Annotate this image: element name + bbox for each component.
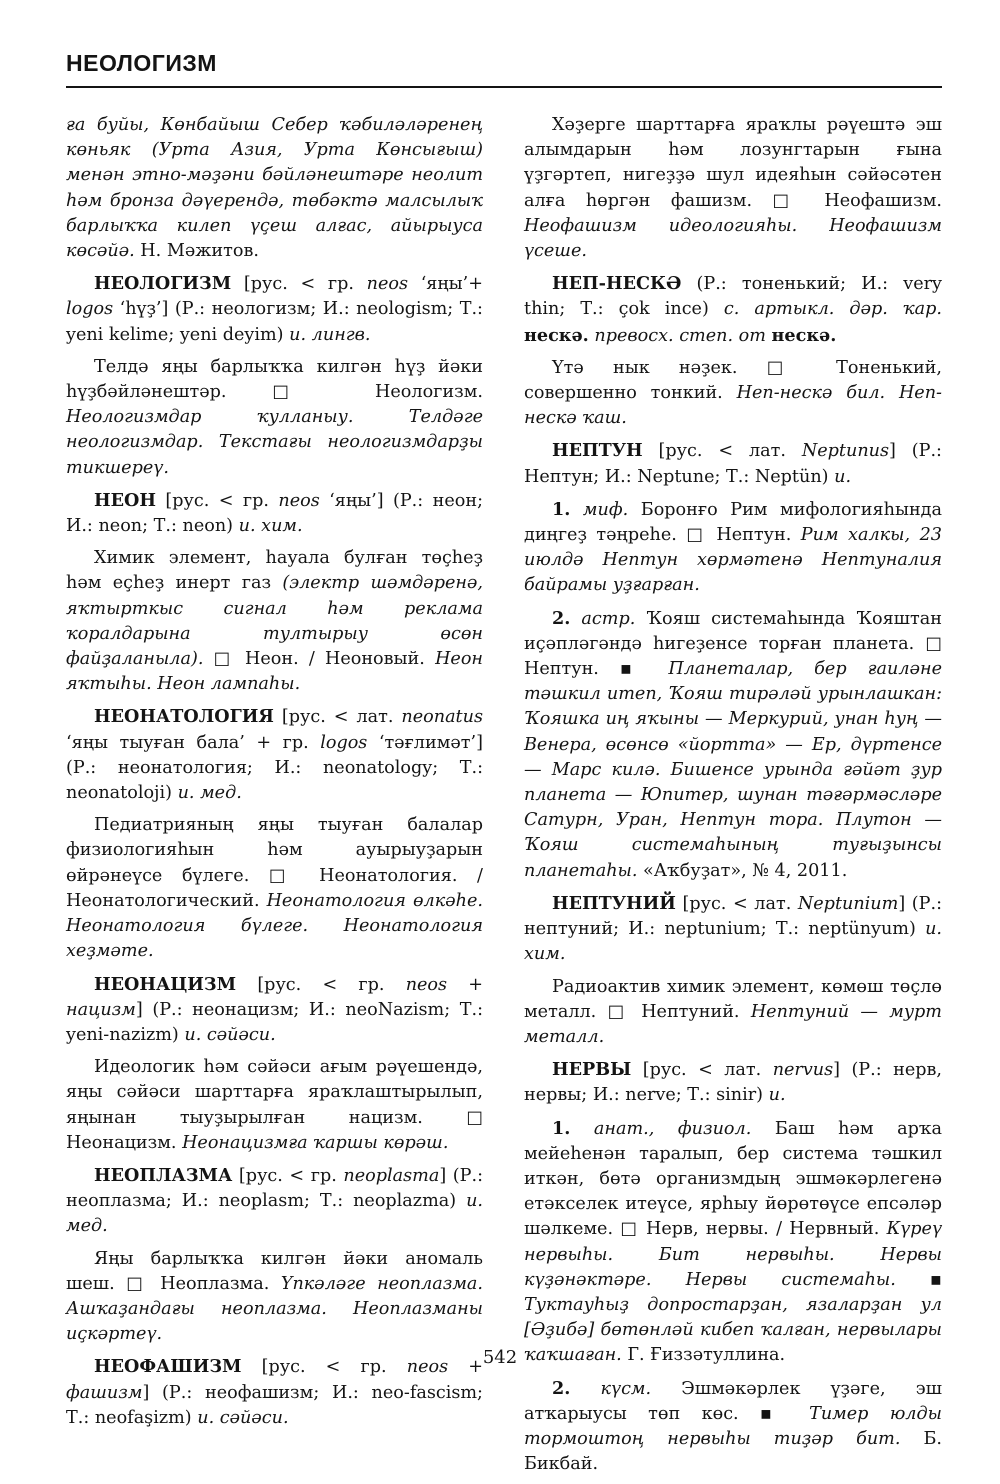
definition — [524, 975, 942, 1051]
etymon: neos + фашизм — [66, 1357, 484, 1403]
definition-gloss: (электр шәмдәренә, яҡтырткыс сигнал һәм реклама ҡоралдарына тултырыу өсөн файҙаланыла). — [66, 573, 483, 670]
definition-text: Боронғо Рим мифологияһында диңгеҙ тәңреһе. □ Нептун. — [524, 499, 943, 546]
etymology: (Р.: тоненький; И.: very thin; Т.: çok ince) — [524, 274, 942, 320]
definition — [524, 113, 942, 264]
grammar-label: превосх. степ. от — [588, 325, 772, 346]
right-column — [524, 113, 942, 1484]
quotation: Туктауһыҙ допростарҙан, язаларҙан ул [Әҙибә] бөтөнләй кибеп ҡалған, нервылары ҡаҡшаған. — [524, 1294, 942, 1366]
page-number: 542 — [482, 1347, 518, 1368]
quote-marker-icon: ▪ — [760, 1403, 788, 1424]
grammar-label: и. — [834, 466, 852, 487]
sense-number: 2. — [552, 1377, 571, 1399]
headword: НЕОНАЦИЗМ — [94, 973, 237, 995]
definition-text: Радиоактив химик элемент, көмөш төҫлө металл. □ Нептуний. — [524, 976, 942, 1022]
example-text: Үпкәләге неоплазма. Ашҡаҙандағы неоплазма. Неоплазманы иҫкәртеү. — [66, 1273, 483, 1345]
domain-label: миф. — [570, 499, 629, 520]
author: Н. Мәжитов. — [134, 241, 259, 262]
sense-2 — [524, 1376, 942, 1478]
entry-nepneske — [524, 271, 942, 349]
definition — [66, 546, 483, 697]
entry-nervy — [524, 1057, 942, 1108]
grammar-label: и. лингв. — [289, 324, 371, 345]
quote-source: Г. Ғиззәтуллина. — [621, 1345, 786, 1366]
etymology: [рус. < лат. — [631, 1060, 773, 1081]
example-text: Неонатология өлкәһе. Неонатология бүлеге. Неонатология хеҙмәте. — [66, 890, 483, 962]
example-text: Рим халкы, 23 июлдә Нептун хөрмәтенә Нептуналия байрамы уҙғарған. — [524, 525, 942, 596]
etymology: ] (Р.: нептуний; И.: neptunium; Т.: neptünyum) — [524, 893, 942, 940]
headword: НЕПТУН — [552, 440, 643, 462]
example-text: Неологизмдар ҡулланыу. Телдәге неологизмдар. Текстағы неологизмдарҙы тикшереү. — [66, 407, 483, 478]
cross-reference: нескә. — [524, 324, 589, 346]
definition-text: Химик элемент, һауала булған төҫһеҙ һәм еҫһеҙ инерт газ — [66, 548, 483, 594]
etymology: [рус. < гр. — [236, 974, 406, 995]
grammar-label: и. мед. — [177, 783, 242, 804]
etymology: [рус. < лат. — [642, 441, 802, 462]
etymon: neos + нацизм — [66, 974, 484, 1020]
example-text: Неон яҡтыһы. Неон лампаһы. — [66, 649, 483, 695]
grammar-label: с. артыкл. дәр. ҡар. — [723, 299, 942, 320]
definition-text: Эшмәкәрлек үҙәге, эш атҡарыусы төп көс. — [524, 1378, 942, 1424]
entry-neptun — [524, 438, 942, 489]
example-text: Неонацизмға ҡаршы көрәш. — [182, 1132, 449, 1153]
headword: НЕОФАШИЗМ — [94, 1356, 242, 1378]
sense-1 — [524, 1116, 942, 1369]
etymon: Neptunium — [797, 893, 899, 914]
grammar-label: и. — [768, 1085, 786, 1106]
definition — [66, 355, 483, 481]
headword: НЕОЛОГИЗМ — [94, 273, 232, 295]
etymology: ] (Р.: неонацизм; И.: neoNazism; Т.: yeni-nazizm) — [66, 999, 483, 1045]
headword: НЕОНАТОЛОГИЯ — [94, 706, 274, 728]
etymology: [рус. < гр. — [231, 274, 367, 295]
sense-2 — [524, 606, 942, 884]
example-text: ға буйы, Көнбайыш Себер ҡәбиләләренең көньяк (Урта Азия, Урта Көнсығыш) менән этно-мәҙәни бәйләнештәре неолит һәм бронза дәүерендә, төбәктә малсылыҡ барлыҡҡа килеп үҫеш алғас, айырыуса көсәйә. — [66, 115, 483, 262]
quotation: Тимер юлды тормоштоң нервыһы тиҙәр бит. — [524, 1403, 942, 1449]
cross-reference: нескә. — [771, 324, 837, 346]
grammar-label: и. мед. — [66, 1191, 483, 1237]
entry-neologizm — [66, 271, 483, 348]
entry-neoplazma — [66, 1163, 483, 1240]
definition-text: Педиатрияның яңы тыуған балалар физиологияһын һәм ауырыуҙарын өйрәнеүсе бүлеге. □ Неонатология. / Неонатологический. — [66, 815, 483, 911]
domain-label: астр. — [570, 608, 636, 629]
definition-text: Яңы барлыҡҡа килгән йәки аномаль шеш. □ Неоплазма. — [66, 1248, 483, 1294]
etymology: ] (Р.: неофашизм; И.: neo-fascism; Т.: neofaşizm) — [66, 1382, 483, 1428]
example-text: Күреү нервыһы. Бит нервыһы. Нервы күҙәнәктәре. Нервы системаһы. — [524, 1219, 942, 1290]
definition-text: Хәҙерге шарттарға яраҡлы рәүештә эш алымдарын һәм лозунгтарын ғына үҙгәртеп, нигеҙҙә шул идеяһын сәйәсәтен алға һөргән фашизм. □ Неофашизм. — [524, 115, 942, 211]
domain-label: күсм. — [570, 1378, 652, 1399]
running-head: НЕОЛОГИЗМ — [66, 50, 217, 76]
sense-number: 2. — [552, 607, 571, 629]
sense-1 — [524, 497, 942, 599]
grammar-label: и. сәйәси. — [197, 1407, 289, 1428]
etymology: ] (Р.: нерв, нервы; И.: nerve; Т.: sinir) — [524, 1060, 942, 1106]
headword: НЕОПЛАЗМА — [94, 1164, 233, 1186]
etymology: [рус. < лат. — [675, 893, 798, 914]
quote-source: «Аҡбуҙат», № 4, 2011. — [637, 860, 848, 881]
example-text: Неофашизм идеологияһы. Неофашизм үсеше. — [524, 215, 942, 262]
quote-source: Б. Бикбай. — [524, 1428, 942, 1475]
definition — [66, 1055, 483, 1156]
etymology: ‘тәғлимәт’] (Р.: неонатология; И.: neonatology; Т.: neonatoloji) — [66, 732, 483, 804]
etymon: neos — [278, 490, 320, 511]
sense-number: 1. — [552, 1117, 571, 1139]
etymology: ‘һүҙ’] (Р.: неологизм; И.: neologism; Т.: yeni kelime; yeni deyim) — [66, 299, 483, 345]
etymology: ‘яңы’+ — [408, 274, 484, 295]
grammar-label: и. хим. — [524, 919, 942, 965]
domain-label: анат., физиол. — [570, 1118, 752, 1139]
left-column — [66, 113, 483, 1438]
etymology: ] (Р.: неоплазма; И.: neoplasm; Т.: neoplazma) — [66, 1165, 483, 1212]
etymology: ‘яңы’] (Р.: неон; И.: neon; Т.: neon) — [66, 490, 483, 537]
entry-neptuniy — [524, 891, 942, 968]
etymon: logos — [320, 732, 368, 753]
entry-neonatologiya — [66, 704, 483, 806]
grammar-label: и. хим. — [238, 516, 303, 537]
definition — [66, 813, 483, 964]
definition-text: Ҡояш системаһында Ҡояштан иҫәпләгәндә һигеҙенсе торған планета. □ Нептун. — [524, 608, 942, 680]
etymon: nervus — [772, 1060, 834, 1081]
etymology: ] (Р.: Нептун; И.: Neptune; Т.: Neptün) — [524, 441, 942, 487]
definition-text: Үтә нык нәҙек. □ Тоненький, совершенно тонкий. — [524, 357, 942, 404]
etymon: logos — [66, 299, 114, 320]
headword: НЕРВЫ — [552, 1059, 632, 1081]
definition — [524, 356, 942, 432]
headword: НЕПТУНИЙ — [552, 892, 676, 914]
etymon: neoplasma — [343, 1165, 440, 1186]
grammar-label: и. сәйәси. — [184, 1024, 276, 1045]
quotation: Планеталар, бер ғаиләне тәшкил итеп, Ҡояш тирәләй урынлашкан: Ҡояшка иң яҡыны — Меркурий, унан һуң — Венера, өсөнсө «йортта» — Ер, дүртенсе — Марс килә. Бишенсе урында ғәйәт ҙур планета — Юпитер, шунан тәғәрмәсләре Сатурн, Уран, Нептун тора. Плутон — Ҡояш системаһының туғыҙынсы планетаһы. — [524, 659, 942, 881]
etymology: [рус. < гр. — [241, 1357, 407, 1378]
etymology: [рус. < лат. — [273, 707, 402, 728]
entry-continuation — [66, 113, 483, 264]
entry-neon — [66, 488, 483, 539]
definition-text: Идеологик һәм сәйәси ағым рәүешендә, яңы сәйәси шарттарға яраҡлаштырылып, яңынан тыуҙырылған нацизм. □ Неонацизм. — [66, 1057, 483, 1153]
headword: НЕОН — [94, 489, 156, 511]
quote-marker-icon: ▪ — [619, 659, 648, 680]
etymology: [рус. < гр. — [155, 490, 279, 511]
etymology: [рус. < гр. — [232, 1165, 344, 1186]
etymon: Neptunus — [801, 441, 890, 462]
quote-marker-icon: ▪ — [895, 1269, 942, 1290]
etymon: neonatus — [401, 707, 483, 728]
sense-number: 1. — [552, 498, 571, 520]
example-text: Нептуний — мурт металл. — [524, 1001, 942, 1047]
example-text: Неп-нескә бил. Неп-нескә ҡаш. — [524, 383, 942, 429]
definition-text: Телдә яңы барлыҡҡа килгән һүҙ йәки һүҙбәйләнештәр. □ Неологизм. — [66, 356, 483, 403]
definition-text: □ Неон. / Неоновый. — [203, 649, 436, 670]
definition-text: Баш һәм арҡа мейеһенән таралып, бер система тәшкил иткән, бөтә организмдың эшмәкәрлегенә етәкселек итеүсе, ярһыу йөрөтөүсе епсәләр шәлкеме. □ Нерв, нервы. / Нервный. — [524, 1118, 942, 1240]
entry-neonatsizm — [66, 972, 483, 1049]
etymon: neos — [366, 274, 409, 295]
header-rule — [66, 86, 942, 88]
definition — [66, 1247, 483, 1348]
headword: НЕП-НЕСКӘ — [552, 273, 682, 295]
etymology: ‘яңы тыуған бала’ + гр. — [66, 732, 321, 753]
